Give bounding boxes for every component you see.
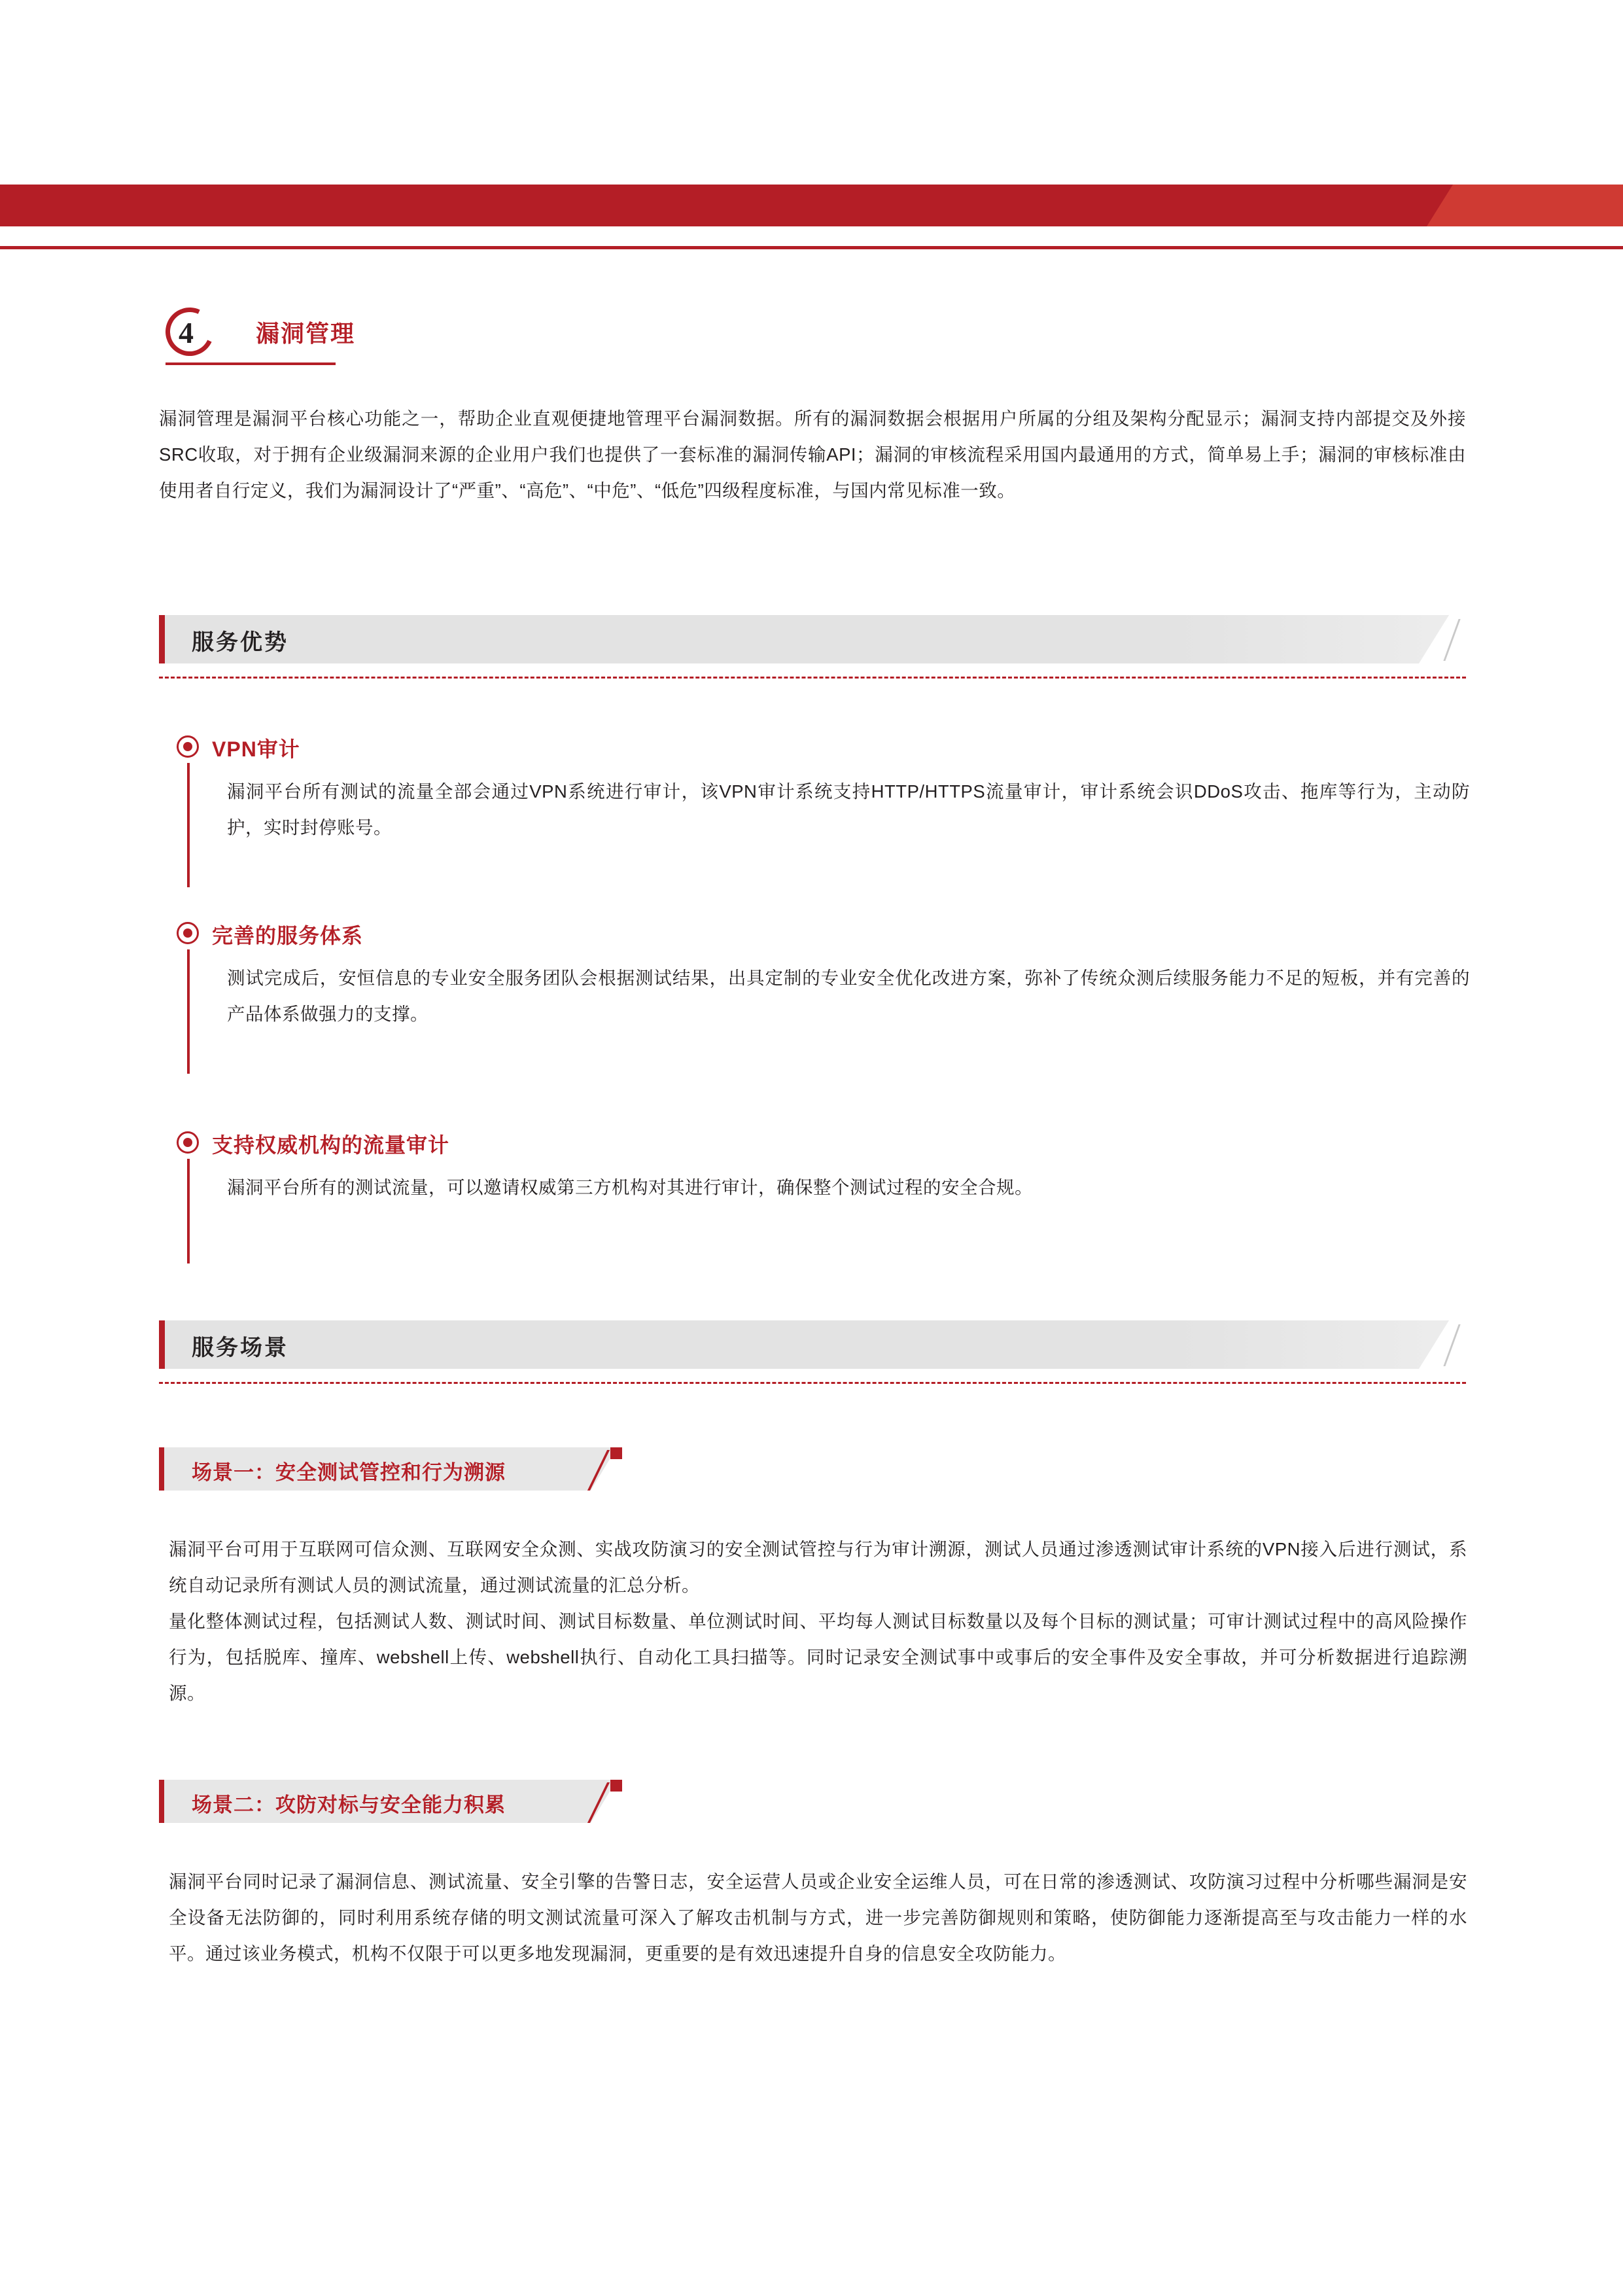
scenario-body <box>169 1863 1467 1971</box>
advantage-body: 测试完成后，安恒信息的专业安全服务团队会根据测试结果，出具定制的专业安全优化改进方案，弥补了传统众测后续服务能力不足的短板，并有完善的产品体系做强力的支撑。 <box>227 968 1470 1024</box>
header-band-accent <box>1427 185 1623 226</box>
bar-background <box>159 1320 1466 1369</box>
bar-left-accent <box>159 1320 165 1369</box>
advantage-title: 完善的服务体系 <box>212 924 364 947</box>
section-number-badge <box>159 306 237 364</box>
scenario-tag-label: 场景二：攻防对标与安全能力积累 <box>192 1793 506 1816</box>
bar-left-accent <box>159 615 165 663</box>
section-title: 漏洞管理 <box>256 320 356 347</box>
advantages-heading-text: 服务优势 <box>192 630 288 655</box>
header-band <box>0 185 1623 226</box>
advantage-body: 漏洞平台所有的测试流量，可以邀请权威第三方机构对其进行审计，确保整个测试过程的安全合规。 <box>227 1177 1033 1197</box>
section-intro-text: 漏洞管理是漏洞平台核心功能之一，帮助企业直观便捷地管理平台漏洞数据。所有的漏洞数据会根据用户所属的分组及架构分配显示；漏洞支持内部提交及外接SRC收取，对于拥有企业级漏洞来源的企业用户我们也提供了一套标准的漏洞传输API；漏洞的审核流程采用国内最通用的方式，简单易上手；漏洞的审核标准由使用者自行定义，我们为漏洞设计了“严重”、“高危”、“中危”、“低危”四级程度标准，与国内常见标准一致。 <box>159 408 1466 501</box>
target-icon <box>177 922 199 944</box>
header-rule <box>0 246 1623 249</box>
advantage-title: VPN审计 <box>212 737 300 761</box>
advantages-heading-bar <box>159 615 1466 663</box>
scenario-tag-label: 场景一：安全测试管控和行为溯源 <box>192 1461 506 1484</box>
scenarios-heading-bar <box>159 1320 1466 1369</box>
scenario-paragraph: 量化整体测试过程，包括测试人数、测试时间、测试目标数量、单位测试时间、平均每人测试目标数量以及每个目标的测试量；可审计测试过程中的高风险操作行为，包括脱库、撞库、webshell上传、webshell执行、自动化工具扫描等。同时记录安全测试事中或事后的安全事件及安全事故，并可分析数据进行追踪溯源。 <box>169 1611 1467 1703</box>
tag-left-accent <box>159 1780 164 1823</box>
scenario-body <box>169 1531 1467 1711</box>
tag-dot-icon <box>610 1447 622 1459</box>
section-number: 4 <box>179 316 194 349</box>
tag-dot-icon <box>610 1780 622 1792</box>
target-icon <box>177 1131 199 1154</box>
tag-left-accent <box>159 1447 164 1491</box>
advantage-rail <box>187 949 190 1074</box>
advantage-rail <box>187 1159 190 1263</box>
bar-background <box>159 615 1466 663</box>
section-heading <box>159 306 1467 365</box>
scenario-paragraph: 漏洞平台同时记录了漏洞信息、测试流量、安全引擎的告警日志，安全运营人员或企业安全运维人员，可在日常的渗透测试、攻防演习过程中分析哪些漏洞是安全设备无法防御的，同时利用系统存储的明文测试流量可深入了解攻击机制与方式，进一步完善防御规则和策略，使防御能力逐渐提高至与攻击能力一样的水平。通过该业务模式，机构不仅限于可以更多地发现漏洞，更重要的是有效迅速提升自身的信息安全攻防能力。 <box>169 1871 1467 1964</box>
target-icon <box>177 735 199 758</box>
scenarios-heading-text: 服务场景 <box>192 1335 288 1360</box>
advantages-divider <box>159 677 1466 679</box>
advantage-body: 漏洞平台所有测试的流量全部会通过VPN系统进行审计，该VPN审计系统支持HTTP/HTTPS流量审计，审计系统会识DDoS攻击、拖库等行为，主动防护，实时封停账号。 <box>227 781 1470 838</box>
scenario-paragraph: 漏洞平台可用于互联网可信众测、互联网安全众测、实战攻防演习的安全测试管控与行为审计溯源，测试人员通过渗透测试审计系统的VPN接入后进行测试，系统自动记录所有测试人员的测试流量，通过测试流量的汇总分析。 <box>169 1539 1467 1595</box>
section-underline <box>166 362 336 365</box>
scenarios-divider <box>159 1382 1466 1384</box>
advantage-rail <box>187 763 190 887</box>
advantage-title: 支持权威机构的流量审计 <box>212 1133 450 1157</box>
scenario-tag <box>159 1447 656 1491</box>
scenario-tag <box>159 1780 656 1823</box>
